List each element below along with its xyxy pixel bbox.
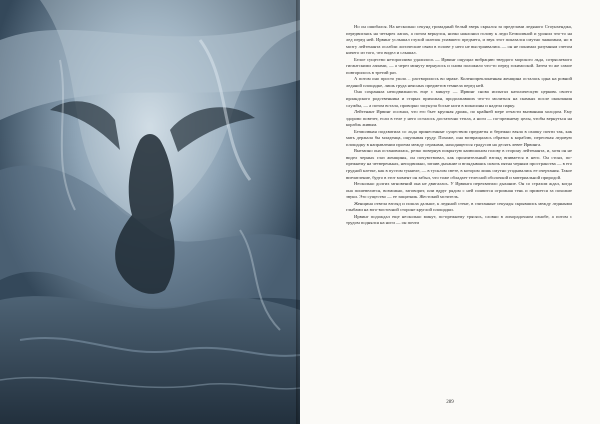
paragraph: Женщина отвела взгляд и пошла дальше, к ледяной стене, в считанные секунды скрывшись между ледяными глыбами на юго-восточной стороне круглой площадки. xyxy=(346,200,572,213)
paragraph: Она сохраняла неподвижность еще с минуту — Ирвинг снова испытал католическую церковь своего ирландского родственника и старых прихожан, продолжавших что-то молиться на скамьях после окончания службы, — а потом встала, проворно засунула босые ноги в мокасины и надела парку. xyxy=(346,89,572,108)
paragraph: Лейтенант Ирвинг осознал, что его бьет крупная дрожь, по крайней мере отчасти вызванная холодом. Ему здорово повезет, если в теле у него осталось достаточно тепла, а ноги — по-прежнему целы, чтобы вернуться на корабль живым. xyxy=(346,109,572,128)
paragraph: Несколько долгих мгновений она не двигалась. У Ирвинга перехватило дыхание. Он со страхом ждал, когда она пошевелится, возможно, заговорит, или вдруг рядом с ней появится огромная тень и примется за похожие звуки. Это существо — ее защитник. Жестокий мститель. xyxy=(346,181,572,200)
paragraph: Безмолвная подхватила со льда принесенные существом предметы и бережно взяла в охапку почти так, как мать держала бы младенца, ощупывая груду. Похоже, она возвращалась обратно к кораблю, пересекая ледовую площадку в направлении проема между сераками, находящегося градусов на десять левее Ирвинга. xyxy=(346,128,572,147)
paragraph: Ирвинг подождал еще несколько минут, по-прежнему трясясь, словно в лихорадочном ознобе, а потом с трудом поднялся на ноги — он почти xyxy=(346,213,572,226)
paragraph: Внезапно она остановилась, резко повернув покрытую капюшоном голову в сторону лейтенанта, и, хотя он не видел черных глаз женщины, он почувствовал, как пронзительный взгляд впивается в него. Он стоял, по-прежнему на четвереньках, неподвижно, затаив дыхание и вглядываясь сквозь пятна черным пространства — в его грудной клетке, как в пустом туннеле, — в тусклом свете, в котором лишь смутно угадывались ее очертания. Такое впечатление, будто в этот момент он забыл, что тоже обладает телесной оболочкой и материальной природой. xyxy=(346,148,573,180)
body-text xyxy=(346,24,572,227)
text-page xyxy=(300,0,600,424)
paragraph: Белое существо неторопливо удалилось — Ирвинг ощущал вибрацию твердого морского льда, сотрясаемого гигантскими лапами, — а через минуту вернулось и снова положило что-то перед эскимоской. Затем то же самое повторилось в третий раз. xyxy=(346,56,572,75)
page-number: 289 xyxy=(446,400,454,405)
paragraph: Но он ошибался. На несколько секунд громадный белый зверь скрылся за пределами ледяного Стоунхенджа, передвигаясь на четырех лапах, а потом вернулся, низко наклонил голову к леди Безмолвной и уронил что-то на лед перед ней. Ирвинг услышал глухой шлепок упавшего предмета, и звук этот показался смутно знакомым, но в мозгу лейтенанта ослабли логические связи в голове у него не выстраивались — он не понимал разумным счетом ничего из того, что видел и слышал. xyxy=(346,24,572,56)
paragraph: А потом оно просто ушло… растворилось во мраке. Коленопреклоненная женщина осталась одна на ровной ледяной площадке, лишь груда неясных предметов темнела перед ней. xyxy=(346,76,572,88)
